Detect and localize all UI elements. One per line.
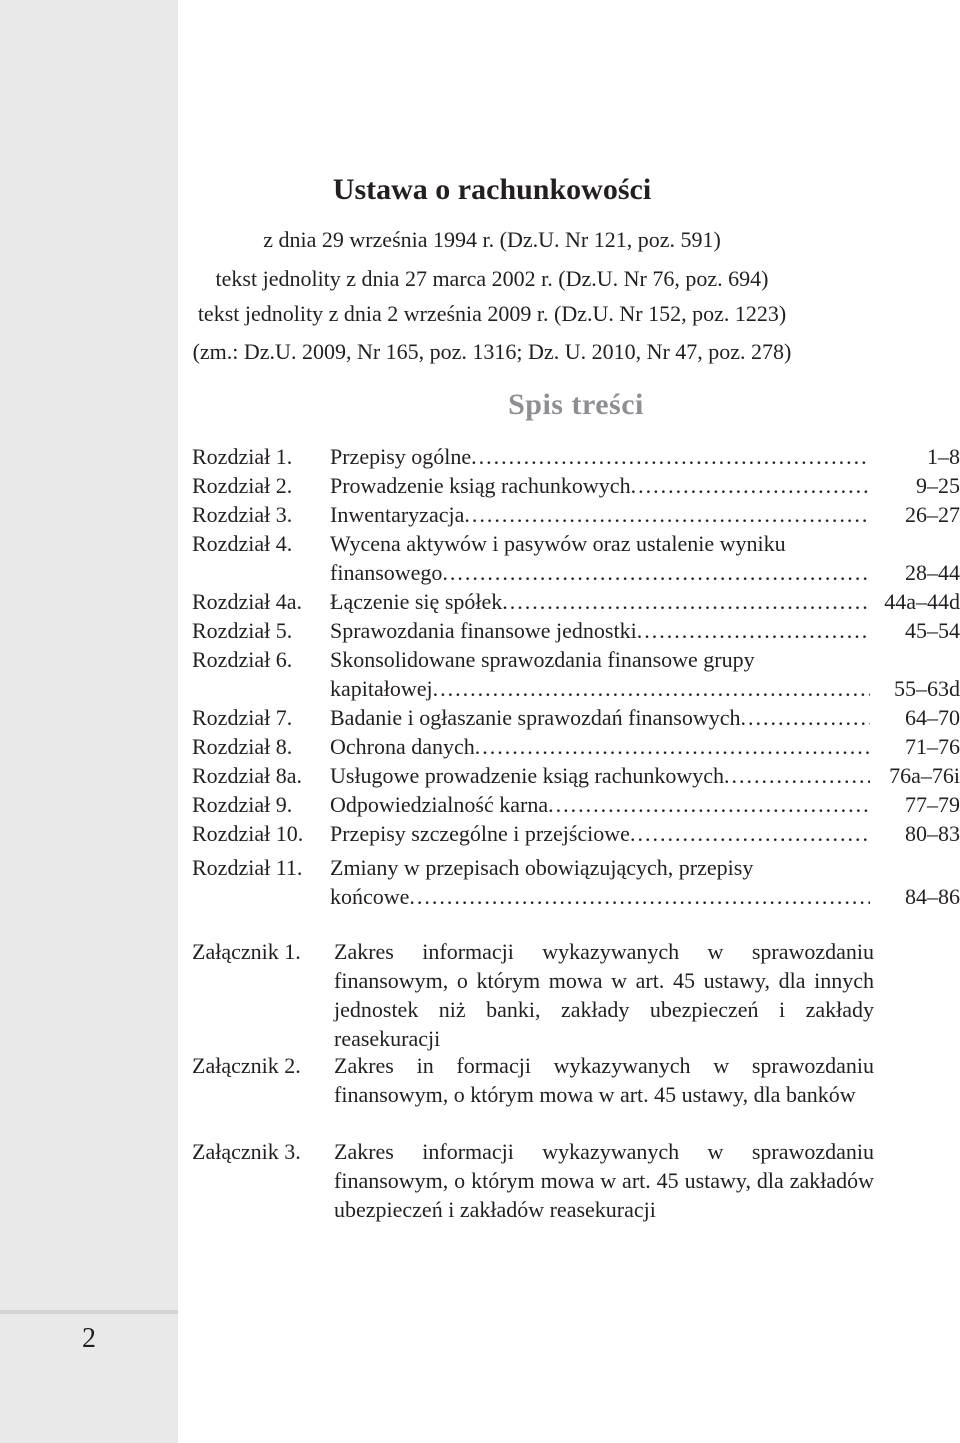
annex-description[interactable]: Zakres in formacji wykazywanych w sprawozdaniu finansowym, o którym mowa w art. 45 ustawy, dla banków: [334, 1053, 874, 1107]
toc-chapter-label: Rozdział 4a.: [192, 589, 302, 614]
toc-chapter-label: Rozdział 5.: [192, 618, 293, 643]
toc-entry[interactable]: [192, 442, 960, 471]
dot-leader: [548, 790, 870, 819]
toc-entry[interactable]: [192, 819, 960, 848]
toc-entry[interactable]: [192, 587, 960, 616]
annex-description[interactable]: Zakres informacji wykazywanych w sprawozdaniu finansowym, o którym mowa w art. 45 ustawy, dla innych jednostek niż banki, zakłady ubezpieczeń i zakłady reasekuracji: [334, 939, 874, 1051]
document-title: Ustawa o rachunkowości: [332, 173, 652, 206]
toc-page-range: 71–76: [905, 734, 960, 759]
toc-entry-continuation[interactable]: [192, 558, 960, 587]
toc-page-range: 84–86: [905, 884, 960, 909]
toc-entry-title-continued: końcowe: [330, 884, 410, 909]
toc-page-range: 77–79: [905, 792, 960, 817]
toc-entry-title: Ochrona danych: [330, 734, 475, 759]
dot-leader: [630, 819, 870, 848]
toc-chapter-label: Rozdział 6.: [192, 647, 293, 672]
toc-entry[interactable]: [192, 645, 960, 674]
toc-entry[interactable]: [192, 732, 960, 761]
annex-label: Załącznik 1.: [192, 939, 301, 964]
annex-label: Załącznik 2.: [192, 1053, 301, 1078]
toc-entry-title-continued: finansowego: [330, 560, 443, 585]
dot-leader: [471, 442, 870, 471]
toc-chapter-label: Rozdział 3.: [192, 502, 293, 527]
toc-entry-title: Zmiany w przepisach obowiązujących, przepisy: [330, 855, 754, 880]
subtitle-line-2: tekst jednolity z dnia 27 marca 2002 r. (Dz.U. Nr 76, poz. 694): [215, 266, 769, 291]
toc-entry[interactable]: [192, 703, 960, 732]
toc-entry[interactable]: [192, 790, 960, 819]
toc-chapter-label: Rozdział 1.: [192, 444, 293, 469]
toc-entry-title: Skonsolidowane sprawozdania finansowe grupy: [330, 647, 755, 672]
toc-page-range: 1–8: [927, 444, 960, 469]
toc-entry-title: Przepisy ogólne: [330, 444, 472, 469]
toc-page-range: 64–70: [905, 705, 960, 730]
toc-entry-continuation[interactable]: [192, 882, 960, 911]
toc-entry-continuation[interactable]: [192, 674, 960, 703]
toc-entry-title: Wycena aktywów i pasywów oraz ustalenie wyniku: [330, 531, 786, 556]
toc-entry-title: Usługowe prowadzenie ksiąg rachunkowych: [330, 763, 725, 788]
toc-page-range: 45–54: [905, 618, 960, 643]
toc-entry[interactable]: [192, 529, 960, 558]
toc-entry[interactable]: [192, 853, 960, 882]
toc-chapter-label: Rozdział 9.: [192, 792, 293, 817]
subtitle-line-4: (zm.: Dz.U. 2009, Nr 165, poz. 1316; Dz. U. 2010, Nr 47, poz. 278): [192, 339, 792, 364]
margin-band-divider: [0, 1310, 178, 1314]
toc-entry-title: Inwentaryzacja: [330, 502, 465, 527]
toc-chapter-label: Rozdział 2.: [192, 473, 293, 498]
dot-leader: [637, 616, 870, 645]
subtitle-line-3: tekst jednolity z dnia 2 września 2009 r. (Dz.U. Nr 152, poz. 1223): [197, 301, 787, 326]
toc-page-range: 9–25: [916, 473, 960, 498]
toc-entry[interactable]: [192, 761, 960, 790]
toc-entry-title: Przepisy szczególne i przejściowe: [330, 821, 630, 846]
annex-description[interactable]: Zakres informacji wykazywanych w sprawozdaniu finansowym, o którym mowa w art. 45 ustawy, dla zakładów ubezpieczeń i zakładów reasekuracji: [334, 1139, 874, 1222]
page-number: 2: [82, 1323, 96, 1354]
toc-chapter-label: Rozdział 8a.: [192, 763, 302, 788]
toc-page-range: 44a–44d: [884, 589, 960, 614]
toc-page-range: 26–27: [905, 502, 960, 527]
toc-page-range: 80–83: [905, 821, 960, 846]
dot-leader: [464, 500, 870, 529]
toc-entry-title: Prowadzenie ksiąg rachunkowych: [330, 473, 631, 498]
toc-chapter-label: Rozdział 4.: [192, 531, 293, 556]
toc-page-range: 28–44: [905, 560, 960, 585]
toc-chapter-label: Rozdział 11.: [192, 855, 303, 880]
toc-entry[interactable]: [192, 471, 960, 500]
toc-entry[interactable]: [192, 616, 960, 645]
toc-page-range: 76a–76i: [889, 763, 960, 788]
dot-leader: [442, 558, 870, 587]
annex-label: Załącznik 3.: [192, 1139, 301, 1164]
toc-chapter-label: Rozdział 8.: [192, 734, 293, 759]
dot-leader: [433, 674, 870, 703]
dot-leader: [724, 761, 870, 790]
toc-entry[interactable]: [192, 500, 960, 529]
dot-leader: [409, 882, 870, 911]
toc-entry-title: Odpowiedzialność karna: [330, 792, 549, 817]
dot-leader: [475, 732, 870, 761]
toc-entry-title: Łączenie się spółek: [330, 589, 503, 614]
subtitle-line-1: z dnia 29 września 1994 r. (Dz.U. Nr 121, poz. 591): [263, 227, 721, 252]
page-margin-band: [0, 0, 178, 1443]
toc-chapter-label: Rozdział 10.: [192, 821, 304, 846]
toc-entry-title-continued: kapitałowej: [330, 676, 433, 701]
toc-page-range: 55–63d: [894, 676, 960, 701]
dot-leader: [631, 471, 870, 500]
toc-heading: Spis treści: [508, 388, 644, 421]
toc-entry-title: Sprawozdania finansowe jednostki: [330, 618, 637, 643]
dot-leader: [741, 703, 870, 732]
dot-leader: [502, 587, 870, 616]
toc-entry-title: Badanie i ogłaszanie sprawozdań finansowych: [330, 705, 741, 730]
toc-chapter-label: Rozdział 7.: [192, 705, 293, 730]
